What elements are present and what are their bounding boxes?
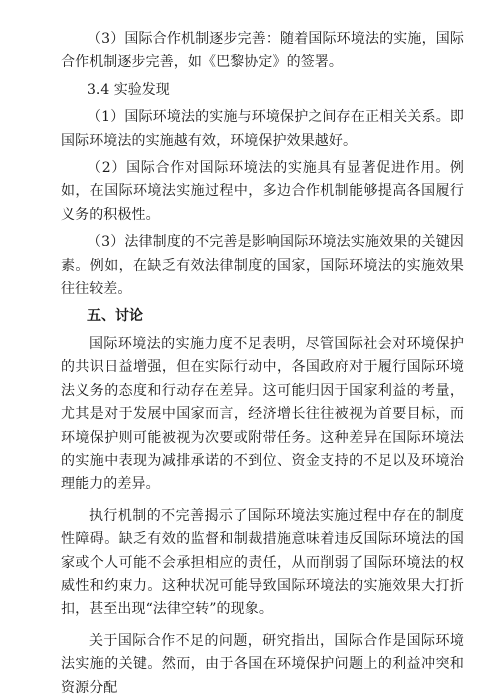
paragraph-cooperation-mechanism: （3）国际合作机制逐步完善：随着国际环境法的实施，国际合作机制逐步完善，如《巴黎协定》的签署。 [61, 31, 464, 71]
document-body [61, 28, 464, 700]
section-heading-discussion: 五、讨论 [87, 308, 143, 325]
discussion-paragraph-1: 国际环境法的实施力度不足表明，尽管国际社会对环境保护的共识日益增强，但在实际行动中，各国政府对于履行国际环境法义务的态度和行动存在差异。这可能归因于国家利益的考量，尤其是对于发展中国家而言，经济增长往往被视为首要目标，而环境保护则可能被视为次要或附带任务。这种差异在国际环境法的实施中表现为减排承诺的不到位、资金支持的不足以及环境治理能力的差异。 [61, 335, 464, 493]
subsection-heading: 3.4 实验发现 [87, 81, 170, 98]
discussion-paragraph-3: 关于国际合作不足的问题，研究指出，国际合作是国际环境法实施的关键。然而，由于各国在环境保护问题上的利益冲突和资源分配 [61, 632, 464, 696]
finding-2-paragraph: （2）国际合作对国际环境法的实施具有显著促进作用。例如，在国际环境法实施过程中，多边合作机制能够提高各国履行义务的积极性。 [61, 160, 464, 223]
finding-3-paragraph: （3）法律制度的不完善是影响国际环境法实施效果的关键因素。例如，在缺乏有效法律制度的国家，国际环境法的实施效果往往较差。 [61, 234, 464, 298]
finding-1-paragraph: （1）国际环境法的实施与环境保护之间存在正相关关系。即国际环境法的实施越有效，环境保护效果越好。 [61, 109, 464, 149]
discussion-paragraph-2: 执行机制的不完善揭示了国际环境法实施过程中存在的制度性障碍。缺乏有效的监督和制裁措施意味着违反国际环境法的国家或个人可能不会承担相应的责任，从而削弱了国际环境法的权威性和约束力。这种状况可能导致国际环境法的实施效果大打折扣，甚至出现“法律空转”的现象。 [61, 507, 464, 618]
